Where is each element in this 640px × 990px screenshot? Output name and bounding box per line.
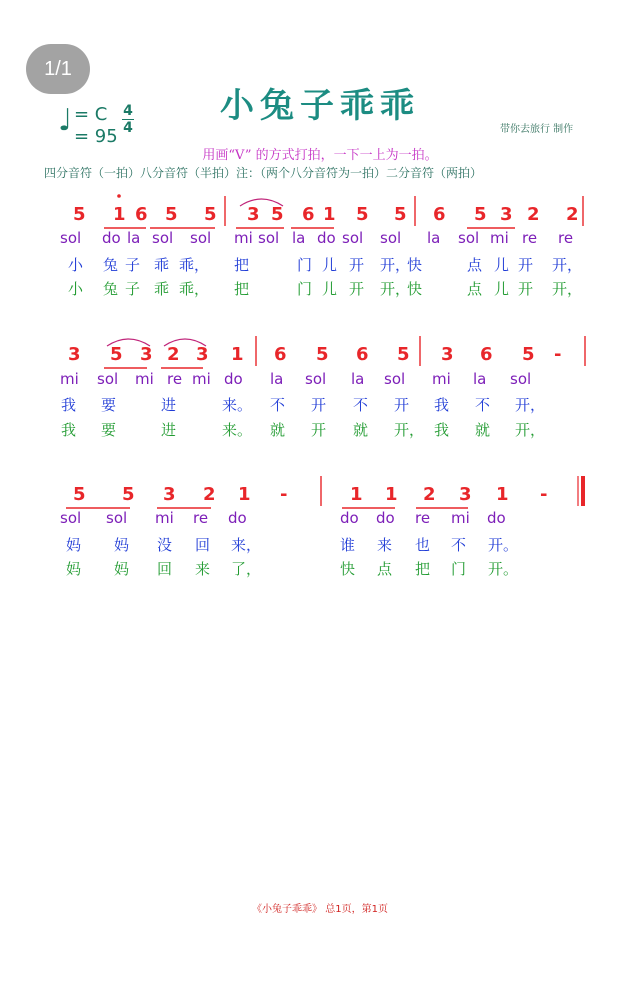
note-number: 2 (203, 484, 216, 505)
beat-instruction: 用画“V” 的方式打拍，一下一上为一拍。 (202, 148, 438, 163)
note-number: 2 (566, 204, 579, 225)
lyric-verse-2: 把 (234, 280, 250, 298)
lyric-verse-2: 兔 (103, 280, 119, 298)
time-signature-bottom: 4 (123, 120, 133, 136)
note-number: 6 (480, 344, 493, 365)
slur-arc (164, 339, 206, 346)
solfege-syllable: la (427, 229, 441, 247)
lyric-verse-2: 开。 (488, 560, 519, 578)
note-number: 1 (385, 484, 398, 505)
lyric-verse-1: 不 (451, 536, 467, 554)
key-signature: = C (74, 104, 108, 125)
tempo-bpm: = 95 (74, 126, 118, 147)
hold-dash: - (554, 344, 562, 365)
note-number: 5 (316, 344, 329, 365)
solfege-syllable: sol (510, 370, 532, 388)
note-number: 1 (496, 484, 509, 505)
lyric-verse-2: 来。 (222, 421, 253, 439)
solfege-syllable: do (340, 509, 359, 527)
lyric-verse-2: 妈 (66, 560, 82, 578)
note-number: 6 (135, 204, 148, 225)
lyric-verse-2: 点 (377, 560, 393, 578)
lyric-verse-1: 快 (407, 256, 423, 274)
lyric-verse-2: 进 (161, 421, 177, 439)
solfege-syllable: do (317, 229, 336, 247)
solfege-syllable: sol (97, 370, 119, 388)
lyric-verse-2: 来 (195, 560, 211, 578)
lyric-verse-1: 开 (394, 396, 410, 414)
lyric-verse-2: 门 (451, 560, 467, 578)
lyric-verse-1: 来。 (222, 396, 253, 414)
slur-arc (107, 339, 150, 346)
slur-arc (240, 199, 283, 206)
lyric-verse-1: 回 (195, 536, 211, 554)
note-number: 2 (423, 484, 436, 505)
solfege-syllable: re (522, 229, 538, 247)
page-indicator-badge: 1/1 (26, 44, 90, 94)
solfege-syllable: mi (135, 370, 154, 388)
note-number: 3 (459, 484, 472, 505)
note-number: 3 (163, 484, 176, 505)
lyric-verse-2: 快 (340, 560, 356, 578)
lyric-verse-2: 妈 (114, 560, 130, 578)
solfege-syllable: sol (380, 229, 402, 247)
lyric-verse-2: 把 (415, 560, 431, 578)
solfege-syllable: la (270, 370, 284, 388)
solfege-syllable: mi (234, 229, 253, 247)
lyric-verse-2: 就 (475, 421, 491, 439)
solfege-syllable: sol (106, 509, 128, 527)
lyric-verse-1: 乖， (179, 256, 210, 274)
solfege-syllable: la (473, 370, 487, 388)
lyric-verse-1: 乖 (154, 256, 170, 274)
octave-dot (117, 194, 121, 198)
song-title: 小兔子乖乖 (220, 86, 420, 126)
note-number: 5 (122, 484, 135, 505)
quarter-note-icon: ♩ (58, 103, 73, 138)
note-number: 5 (73, 204, 86, 225)
solfege-syllable: sol (342, 229, 364, 247)
lyric-verse-1: 开 (518, 256, 534, 274)
note-duration-legend: 四分音符（一拍）八分音符（半拍）注：（两个八分音符为一拍）二分音符（两拍） (44, 166, 483, 180)
solfege-syllable: do (224, 370, 243, 388)
note-number: 5 (271, 204, 284, 225)
lyric-verse-2: 小 (68, 280, 84, 298)
note-number: 2 (167, 344, 180, 365)
lyric-verse-1: 也 (415, 536, 431, 554)
time-signature-top: 4 (123, 103, 133, 119)
solfege-syllable: sol (152, 229, 174, 247)
lyric-verse-2: 开， (394, 421, 425, 439)
lyric-verse-1: 开， (515, 396, 546, 414)
lyric-verse-2: 要 (101, 421, 117, 439)
note-number: 2 (527, 204, 540, 225)
solfege-syllable: la (127, 229, 141, 247)
note-number: 5 (394, 204, 407, 225)
solfege-syllable: mi (155, 509, 174, 527)
lyric-verse-1: 小 (68, 256, 84, 274)
lyric-verse-1: 把 (234, 256, 250, 274)
lyric-verse-2: 了， (231, 560, 262, 578)
lyric-verse-1: 点 (467, 256, 483, 274)
solfege-syllable: mi (432, 370, 451, 388)
note-number: 5 (522, 344, 535, 365)
note-number: 3 (247, 204, 260, 225)
lyric-verse-1: 儿 (322, 256, 338, 274)
note-number: 1 (231, 344, 244, 365)
solfege-syllable: mi (451, 509, 470, 527)
lyric-verse-2: 乖， (179, 280, 210, 298)
lyric-verse-1: 不 (475, 396, 491, 414)
lyric-verse-2: 儿 (322, 280, 338, 298)
lyric-verse-1: 谁 (340, 536, 356, 554)
solfege-syllable: sol (258, 229, 280, 247)
note-number: 6 (302, 204, 315, 225)
lyric-verse-2: 开， (552, 280, 583, 298)
solfege-syllable: sol (305, 370, 327, 388)
note-number: 3 (68, 344, 81, 365)
lyric-verse-1: 妈 (66, 536, 82, 554)
solfege-syllable: mi (192, 370, 211, 388)
lyric-verse-1: 要 (101, 396, 117, 414)
note-number: 5 (356, 204, 369, 225)
lyric-verse-1: 门 (297, 256, 313, 274)
lyric-verse-1: 不 (270, 396, 286, 414)
solfege-syllable: sol (458, 229, 480, 247)
note-number: 1 (238, 484, 251, 505)
solfege-syllable: re (415, 509, 431, 527)
note-number: 5 (474, 204, 487, 225)
solfege-syllable: re (167, 370, 183, 388)
solfege-syllable: re (558, 229, 574, 247)
lyric-verse-2: 门 (297, 280, 313, 298)
solfege-syllable: do (376, 509, 395, 527)
hold-dash: - (540, 484, 548, 505)
lyric-verse-1: 没 (157, 536, 173, 554)
note-number: 3 (196, 344, 209, 365)
solfege-syllable: mi (60, 370, 79, 388)
note-number: 5 (165, 204, 178, 225)
author-credit: 带你去旅行 制作 (500, 124, 574, 135)
note-number: 6 (274, 344, 287, 365)
lyric-verse-2: 我 (434, 421, 450, 439)
lyric-verse-2: 快 (407, 280, 423, 298)
lyric-verse-1: 开 (349, 256, 365, 274)
lyric-verse-1: 进 (161, 396, 177, 414)
lyric-verse-2: 点 (467, 280, 483, 298)
lyric-verse-1: 来 (377, 536, 393, 554)
note-number: 5 (397, 344, 410, 365)
lyric-verse-1: 开 (311, 396, 327, 414)
lyric-verse-2: 我 (61, 421, 77, 439)
lyric-verse-1: 开， (380, 256, 411, 274)
solfege-syllable: sol (384, 370, 406, 388)
solfege-syllable: do (102, 229, 121, 247)
lyric-verse-1: 来， (231, 536, 262, 554)
lyric-verse-1: 妈 (114, 536, 130, 554)
lyric-verse-2: 乖 (154, 280, 170, 298)
lyric-verse-1: 儿 (494, 256, 510, 274)
note-number: 3 (441, 344, 454, 365)
lyric-verse-2: 就 (270, 421, 286, 439)
note-number: 1 (323, 204, 336, 225)
solfege-syllable: sol (190, 229, 212, 247)
lyric-verse-2: 回 (157, 560, 173, 578)
lyric-verse-1: 我 (434, 396, 450, 414)
note-number: 3 (140, 344, 153, 365)
note-number: 6 (433, 204, 446, 225)
note-number: 3 (500, 204, 513, 225)
hold-dash: - (280, 484, 288, 505)
lyric-verse-2: 开， (380, 280, 411, 298)
solfege-syllable: sol (60, 509, 82, 527)
page-footer: 《小兔子乖乖》 总1页，第1页 (252, 904, 388, 915)
lyric-verse-2: 子 (125, 280, 141, 298)
lyric-verse-2: 开 (311, 421, 327, 439)
solfege-syllable: mi (490, 229, 509, 247)
lyric-verse-1: 不 (353, 396, 369, 414)
lyric-verse-1: 子 (125, 256, 141, 274)
solfege-syllable: sol (60, 229, 82, 247)
solfege-syllable: la (351, 370, 365, 388)
note-number: 1 (350, 484, 363, 505)
note-number: 5 (73, 484, 86, 505)
lyric-verse-1: 开。 (488, 536, 519, 554)
solfege-syllable: do (487, 509, 506, 527)
solfege-syllable: la (292, 229, 306, 247)
note-number: 6 (356, 344, 369, 365)
lyric-verse-1: 我 (61, 396, 77, 414)
note-number: 5 (204, 204, 217, 225)
note-number: 1 (113, 204, 126, 225)
solfege-syllable: re (193, 509, 209, 527)
lyric-verse-2: 儿 (494, 280, 510, 298)
lyric-verse-2: 开 (349, 280, 365, 298)
lyric-verse-2: 就 (353, 421, 369, 439)
lyric-verse-2: 开， (515, 421, 546, 439)
solfege-syllable: do (228, 509, 247, 527)
note-number: 5 (110, 344, 123, 365)
lyric-verse-2: 开 (518, 280, 534, 298)
lyric-verse-1: 兔 (103, 256, 119, 274)
lyric-verse-1: 开， (552, 256, 583, 274)
